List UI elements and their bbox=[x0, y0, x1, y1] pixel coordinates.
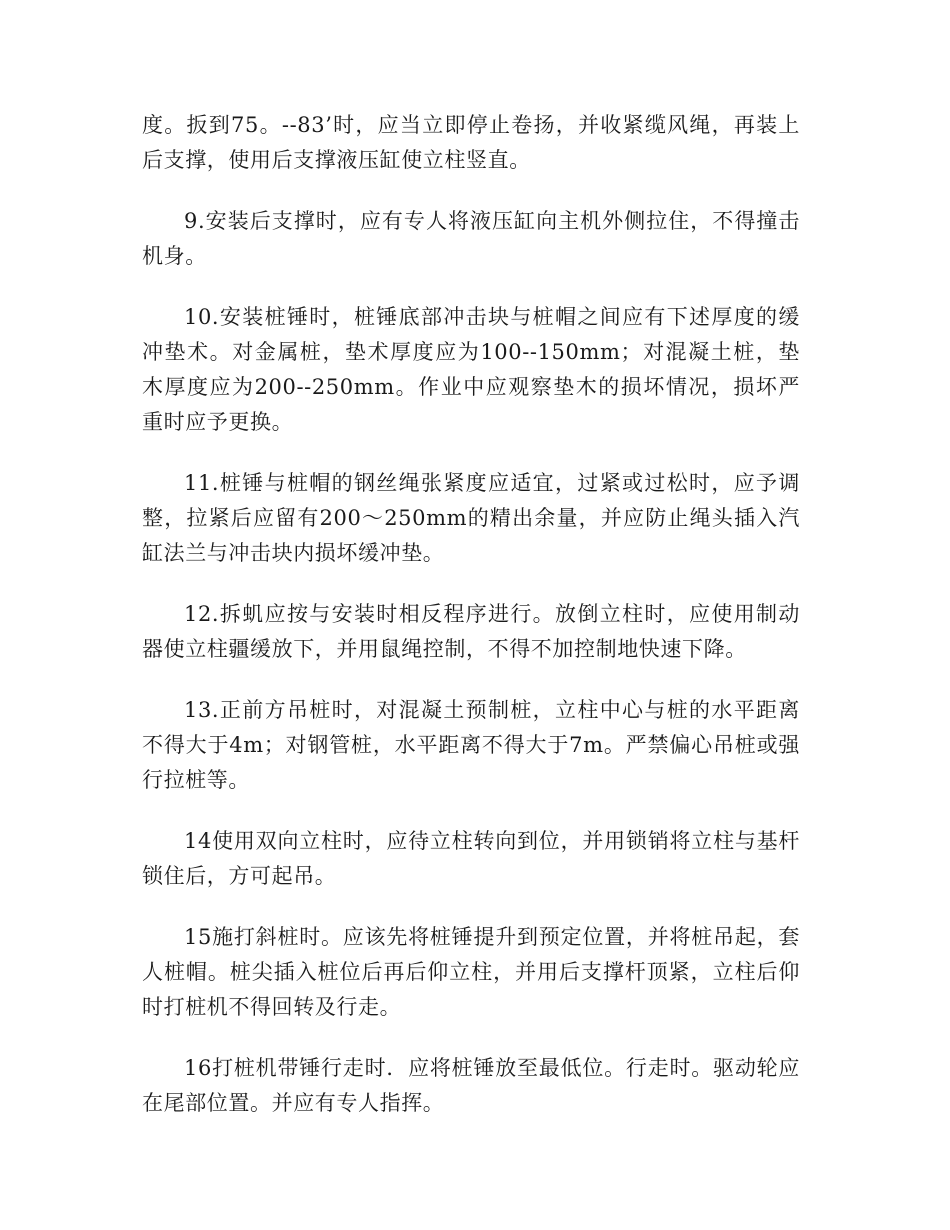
paragraph-continuation: 度。扳到75。--83’时，应当立即停止卷扬，并收紧缆风绳，再装上后支撑，使用后支撑液压缸使立柱竖直。 bbox=[142, 113, 800, 172]
paragraph-item-14: 14使用双向立柱时，应待立柱转向到位，并用锁销将立柱与基杆锁住后，方可起吊。 bbox=[142, 829, 800, 888]
paragraph-item-10: 10.安装桩锤时，桩锤底部冲击块与桩帽之间应有下述厚度的缓冲垫术。对金属桩，垫术厚度应为100--150mm；对混凝土桩，垫木厚度应为200--250mm。作业中应观察垫木的损坏情况，损坏严重时应予更换。 bbox=[142, 305, 800, 434]
paragraph-item-13: 13.正前方吊桩时，对混凝土预制桩，立柱中心与桩的水平距离不得大于4m；对钢管桩，水平距离不得大于7m。严禁偏心吊桩或强行拉桩等。 bbox=[142, 698, 800, 792]
paragraph-item-11: 11.桩锤与桩帽的钢丝绳张紧度应适宜，过紧或过松时，应予调整，拉紧后应留有200～250mm的精出余量，并应防止绳头插入汽缸法兰与冲击块内损坏缓冲垫。 bbox=[142, 471, 800, 565]
paragraph-item-15: 15施打斜桩时。应该先将桩锤提升到预定位置，并将桩吊起，套人桩帽。桩尖插入桩位后再后仰立柱，并用后支撑杆顶紧，立柱后仰时打桩机不得回转及行走。 bbox=[142, 925, 800, 1019]
paragraph-item-12: 12.拆虮应按与安装时相反程序进行。放倒立柱时，应使用制动器使立柱疆缓放下，并用鼠绳控制，不得不加控制地快速下降。 bbox=[142, 602, 800, 661]
paragraph-item-16: 16打桩机带锤行走时．应将桩锤放至最低位。行走时。驱动轮应在尾部位置。并应有专人指挥。 bbox=[142, 1056, 800, 1115]
paragraph-item-9: 9.安装后支撑时，应有专人将液压缸向主机外侧拉住，不得撞击机身。 bbox=[142, 209, 800, 268]
